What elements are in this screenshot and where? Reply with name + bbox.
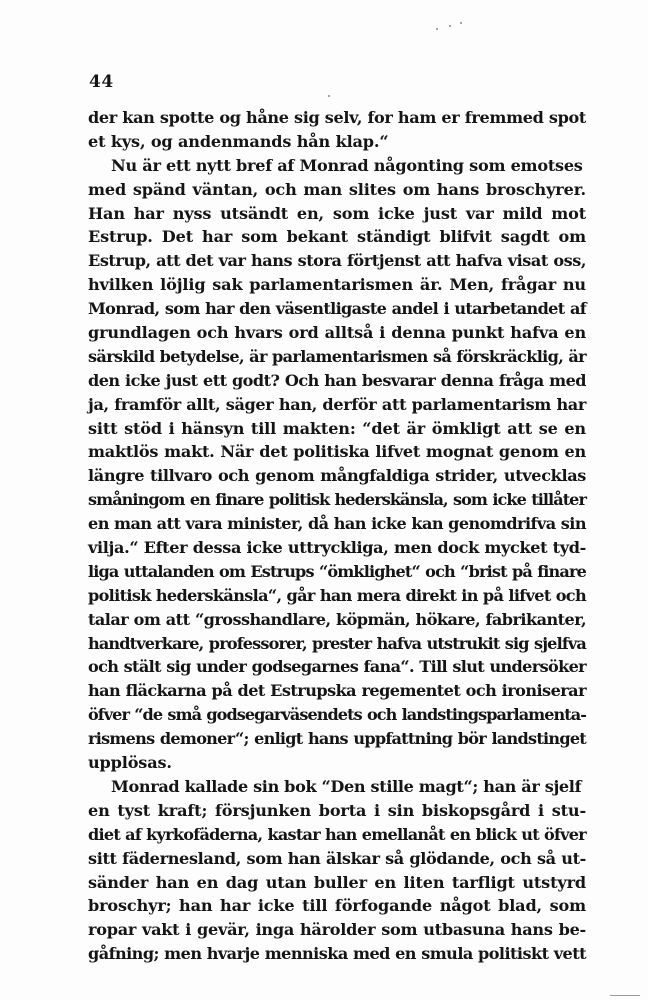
text-line: Estrup, att det var hans stora förtjenst att hafva visat oss, bbox=[88, 251, 586, 271]
text-line: Monrad kallade sin bok “Den stille magt“; han är sjelf bbox=[111, 776, 582, 796]
text-line: särskild betydelse, är parlamentarismen så förskräcklig, är bbox=[88, 346, 586, 366]
text-line: handtverkare, professorer, prester hafva utstrukit sig sjelfva bbox=[88, 633, 586, 653]
text-line: broschyr; han har icke till förfogande något blad, som bbox=[88, 896, 586, 916]
body-text bbox=[88, 106, 586, 966]
text-line: och stält sig under godsegarnes fana“. Till slut undersöker bbox=[88, 657, 586, 677]
text-line: Monrad, som har den väsentligaste andel i utarbetandet af bbox=[88, 299, 586, 319]
text-line: en man att vara minister, då han icke kan genomdrifva sin bbox=[88, 514, 586, 534]
text-line: grundlagen och hvars ord alltså i denna punkt hafva en bbox=[88, 323, 586, 343]
text-line: rismens demoner“; enligt hans uppfattning bör landstinget bbox=[88, 729, 586, 749]
text-line: Han har nyss utsändt en, som icke just var mild mot bbox=[88, 203, 586, 223]
scan-speck bbox=[460, 22, 462, 24]
text-line: et kys, og andenmands hån klap.“ bbox=[88, 131, 389, 151]
text-line: Nu är ett nytt bref af Monrad någonting som emotses bbox=[111, 155, 583, 175]
text-line: diet af kyrkofäderna, kastar han emellanåt en blick ut öfver bbox=[88, 824, 586, 844]
text-line: öfver “de små godsegarväsendets och landstingsparlamenta- bbox=[88, 705, 586, 725]
text-line: upplösas. bbox=[88, 753, 172, 773]
text-line: vilja.“ Efter dessa icke uttryckliga, men dock mycket tyd- bbox=[88, 538, 586, 558]
text-line: politisk hederskänsla“, går han mera direkt in på lifvet och bbox=[88, 585, 586, 605]
page-number: 44 bbox=[89, 72, 114, 92]
text-line: den icke just ett godt? Och han besvarar denna fråga med bbox=[88, 370, 586, 390]
text-line: sänder han en dag utan buller en liten tarfligt utstyrd bbox=[88, 872, 586, 892]
text-line: der kan spotte og håne sig selv, for ham er fremmed spot bbox=[88, 108, 586, 127]
text-line: Estrup. Det har som bekant ständigt blifvit sagdt om bbox=[88, 227, 586, 247]
text-line: maktlös makt. När det politiska lifvet mognat genom en bbox=[88, 442, 586, 462]
text-line: sitt fädernesland, som han älskar så glödande, och så ut- bbox=[88, 848, 586, 868]
text-line: sitt stöd i hänsyn till makten: “det är ömkligt att se en bbox=[88, 418, 586, 438]
scan-mark bbox=[610, 995, 640, 996]
text-line: hvilken löjlig sak parlamentarismen är. Men, frågar nu bbox=[88, 275, 586, 295]
scan-speck bbox=[436, 28, 438, 30]
text-line: gåfning; men hvarje menniska med en smula politiskt vett bbox=[88, 944, 586, 964]
scan-speck bbox=[449, 25, 451, 27]
text-line: talar om att “grosshandlare, köpmän, hökare, fabrikanter, bbox=[88, 609, 586, 629]
text-line: med spänd väntan, och man slites om hans broschyrer. bbox=[88, 179, 586, 199]
scan-speck bbox=[328, 95, 330, 97]
text-line: längre tillvaro och genom mångfaldiga strider, utvecklas bbox=[88, 466, 586, 486]
text-line: han fläckarna på det Estrupska regementet och ironiserar bbox=[88, 681, 586, 701]
text-line: småningom en finare politisk hederskänsla, som icke tillåter bbox=[88, 490, 586, 510]
text-line: en tyst kraft; försjunken borta i sin biskopsgård i stu- bbox=[88, 800, 586, 820]
text-line: ropar vakt i gevär, inga härolder som utbasuna hans be- bbox=[88, 920, 586, 940]
text-line: liga uttalanden om Estrups “ömklighet“ och “brist på finare bbox=[88, 561, 586, 581]
text-line: ja, framför allt, säger han, derför att parlamentarism har bbox=[88, 394, 586, 414]
